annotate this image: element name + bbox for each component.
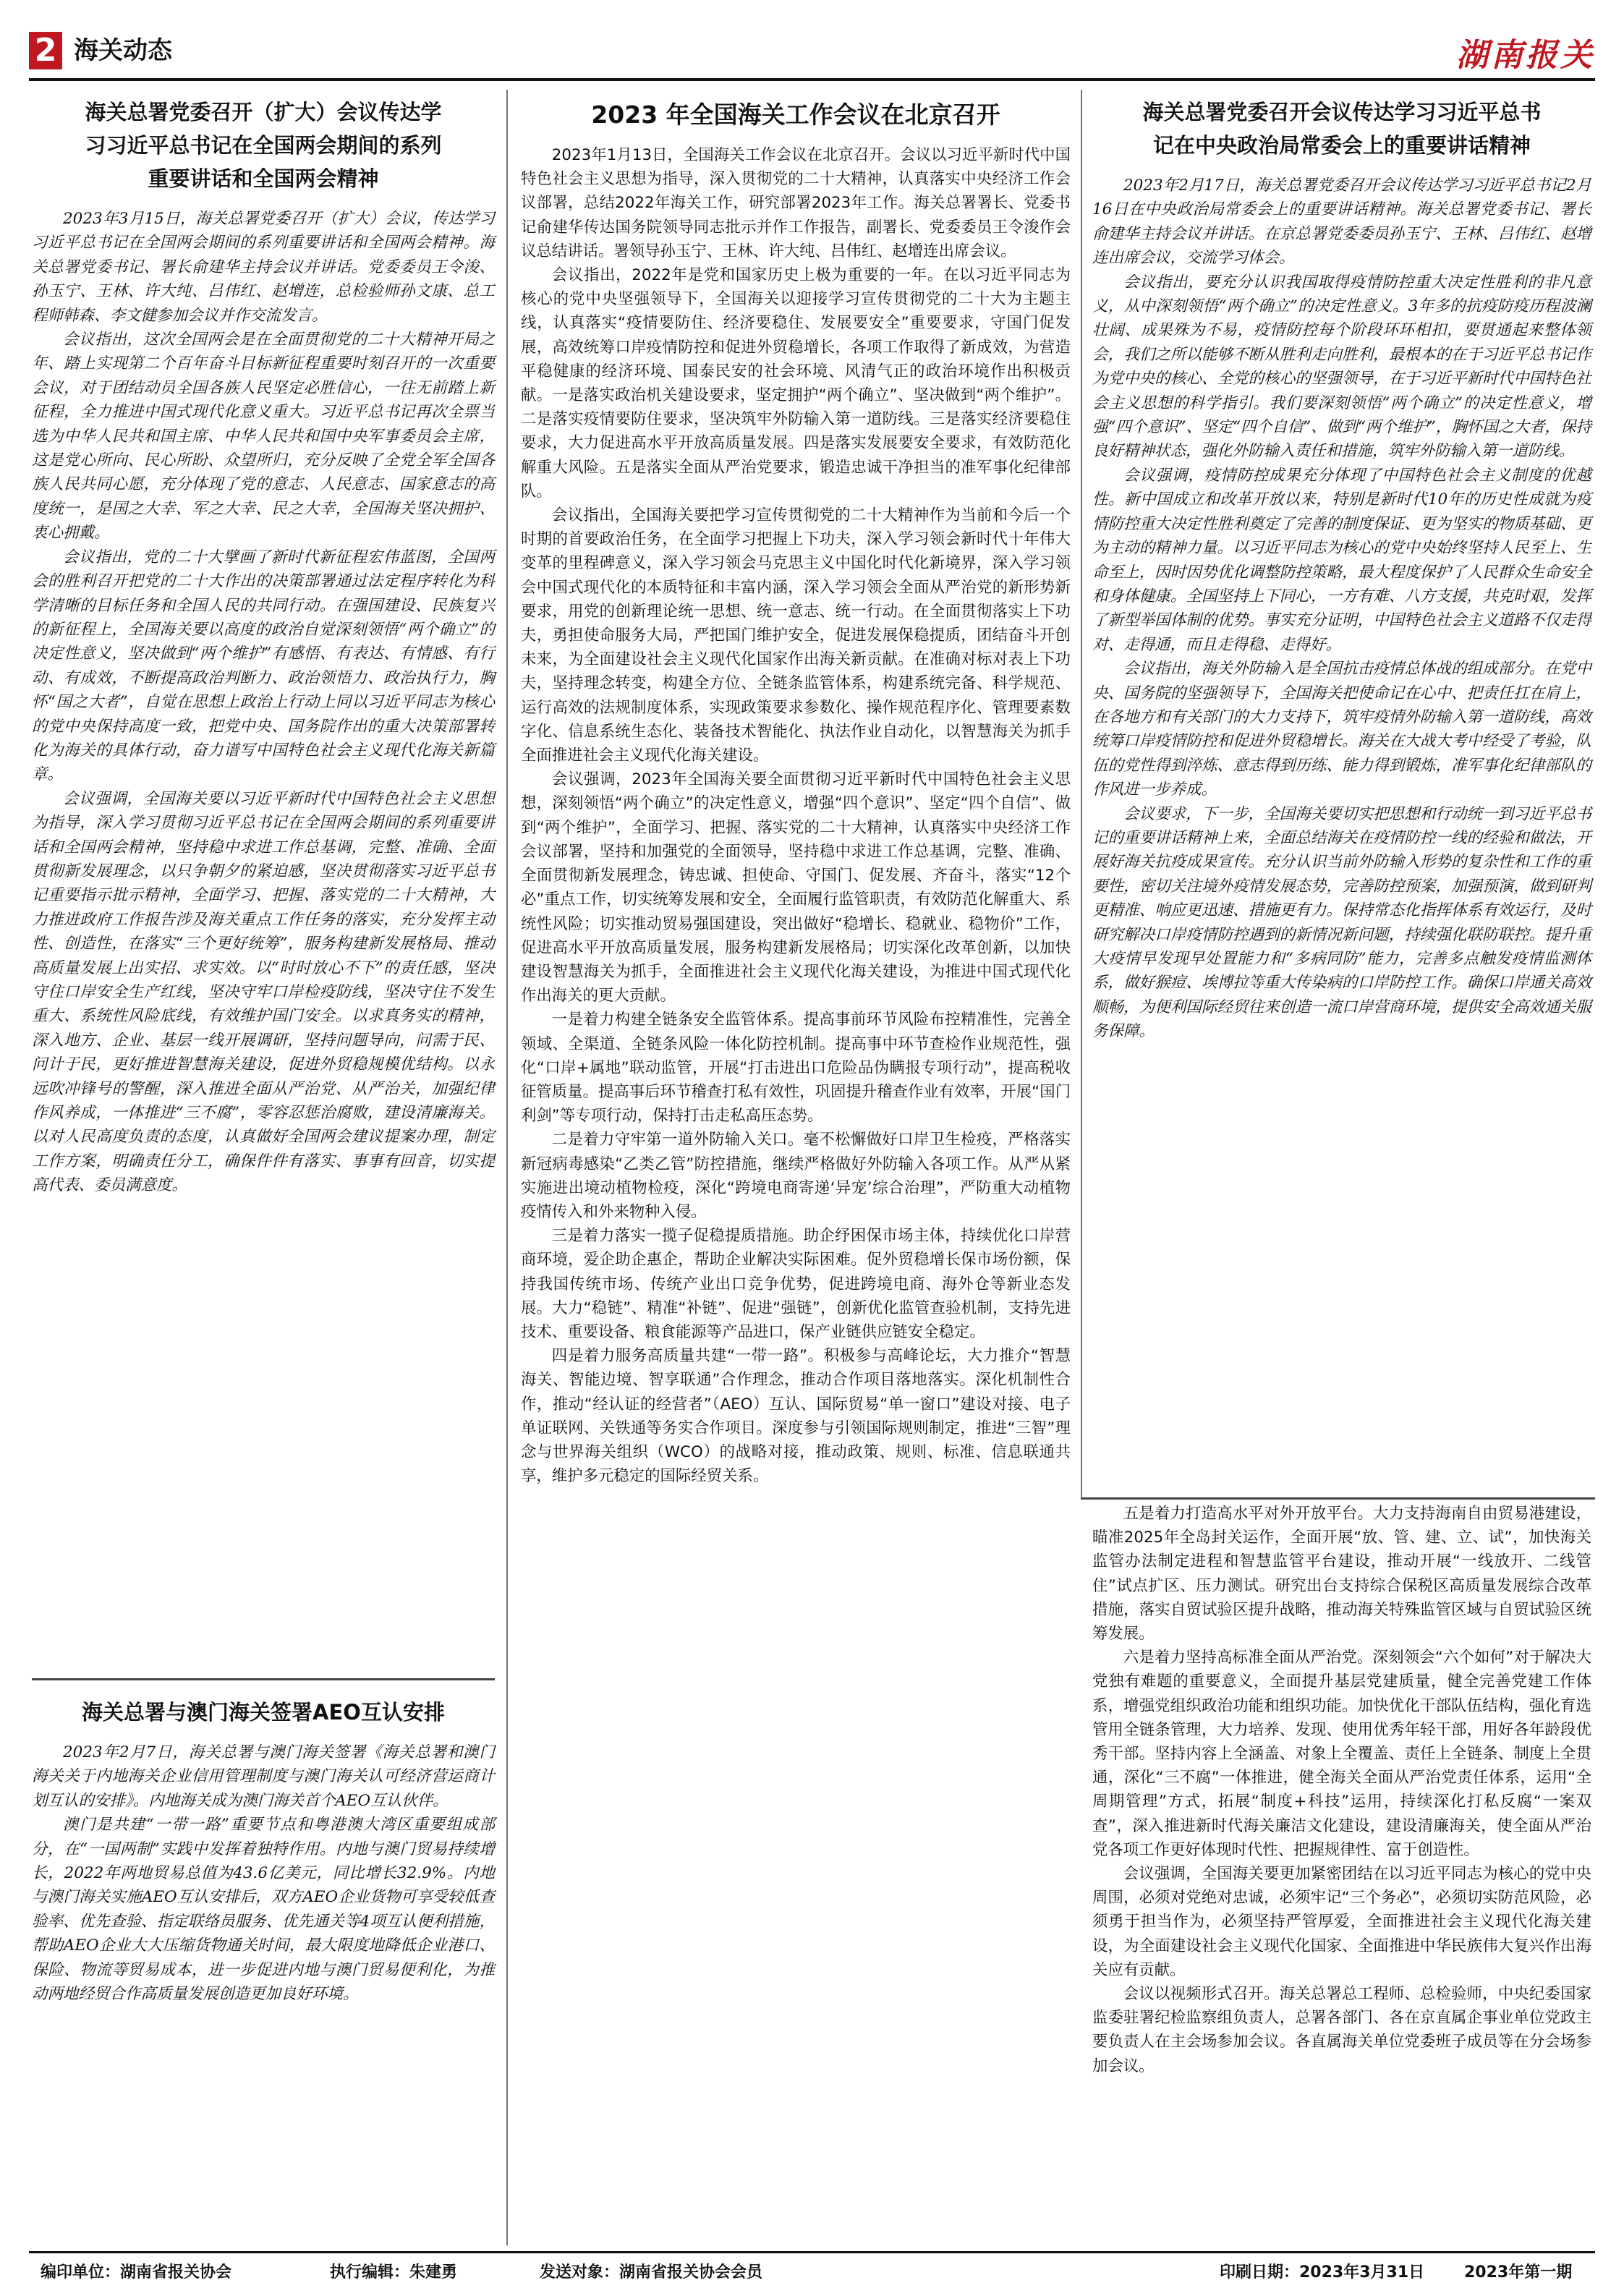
article2-body — [32, 1740, 495, 2006]
paragraph: 2023年3月15日，海关总署党委召开（扩大）会议，传达学习习近平总书记在全国两会期间的系列重要讲话和全国两会精神。海关总署党委书记、署长俞建华主持会议并讲话。党委委员王令浚、孙玉宁、王林、许大纯、吕伟红、赵增连，总检验师孙文康、总工程师韩森、李文健参加会议并作交流发言。 — [32, 210, 495, 325]
column-right — [1092, 85, 1591, 1044]
paragraph: 四是着力服务高质量共建“一带一路”。积极参与高峰论坛，大力推介“智慧海关、智能边境、智享联通”合作理念，推动合作项目落地落实。深化机制性合作，推动“经认证的经营者”（AEO）互认、国际贸易“单一窗口”建设对接、电子单证联网、关铁通等务实合作项目。深度参与引领国际规则制定，推进“三智”理念与世界海关组织（WCO）的战略对接，推动政策、规则、标准、信息联通共享，维护多元稳定的国际经贸关系。 — [521, 1347, 1071, 1486]
section-title: 海关动态 — [74, 36, 172, 65]
paragraph: 澳门是共建“一带一路”重要节点和粤港澳大湾区重要组成部分，在“一国两制”实践中发挥着独特作用。内地与澳门贸易持续增长，2022年两地贸易总值为43.6亿美元，同比增长32.9%。内地与澳门海关实施AEO互认安排后，双方AEO企业货物可享受较低查验率、优先查验、指定联络员服务、优先通关等4项互认便利措施，帮助AEO企业大大压缩货物通关时间，最大限度地降低企业港口、保险、物流等贸易成本，进一步促进内地与澳门贸易便利化，为推动两地经贸合作高质量发展创造更加良好环境。 — [32, 1816, 495, 2004]
paragraph: 2023年1月13日，全国海关工作会议在北京召开。会议以习近平新时代中国特色社会主义思想为指导，深入贯彻党的二十大精神，认真落实中央经济工作会议部署，总结2022年海关工作，研究部署2023年工作。海关总署署长、党委书记俞建华传达国务院领导同志批示并作工作报告，副署长、党委委员王令浚作会议总结讲话。署领导孙玉宁、王林、许大纯、吕伟红、赵增连出席会议。 — [521, 146, 1071, 260]
header-rule — [29, 78, 1595, 81]
column-divider — [1081, 90, 1082, 1499]
article2-block — [32, 1685, 495, 2006]
footer-issue: 2023年第一期 — [1464, 2263, 1573, 2282]
footer-distribution: 发送对象：湖南省报关协会会员 — [540, 2263, 763, 2282]
paragraph: 2023年2月17日，海关总署党委召开会议传达学习习近平总书记2月16日在中央政治局常委会上的重要讲话精神。海关总署党委书记、署长俞建华主持会议并讲话。在京总署党委委员孙玉宁、王林、吕伟红、赵增连出席会议，交流学习体会。 — [1092, 177, 1591, 268]
article-separator — [32, 1678, 495, 1680]
footer-executive-editor: 执行编辑：朱建勇 — [330, 2263, 458, 2282]
paragraph: 五是着力打造高水平对外开放平台。大力支持海南自由贸易港建设，瞄准2025年全岛封关运作，全面开展“放、管、建、立、试”，加快海关监管办法制定进程和智慧监管平台建设，推动开展“一线放开、二线管住”试点扩区、压力测试。研究出台支持综合保税区高质量发展综合改革措施，落实自贸试验区提升战略，推动海关特殊监管区域与自贸试验区统筹发展。 — [1092, 1505, 1591, 1644]
paragraph: 会议指出，海关外防输入是全国抗击疫情总体战的组成部分。在党中央、国务院的坚强领导下，全国海关把使命记在心中、把责任扛在肩上，在各地方和有关部门的大力支持下，筑牢疫情外防输入第一道防线，高效统筹口岸疫情防控和促进外贸稳增长。海关在大战大考中经受了考验，队伍的党性得到淬炼、意志得到历练、能力得到锻炼，准军事化纪律部队的作风进一步养成。 — [1092, 660, 1591, 799]
article3-continued — [1092, 1502, 1591, 2078]
article3-body — [521, 143, 1071, 1488]
paragraph: 会议要求，下一步，全国海关要切实把思想和行动统一到习近平总书记的重要讲话精神上来，全面总结海关在疫情防控一线的经验和做法，开展好海关抗疫成果宣传。充分认识当前外防输入形势的复杂性和工作的重要性，密切关注境外疫情发展态势，完善防控预案，加强预演，做到研判更精准、响应更迅速、措施更有力。保持常态化指挥体系有效运行，及时研究解决口岸疫情防控遇到的新情况新问题，持续强化联防联控。提升重大疫情早发现早处置能力和“多病同防”能力，完善多点触发疫情监测体系，做好猴痘、埃博拉等重大传染病的口岸防控工作。确保口岸通关高效顺畅，为便利国际经贸往来创造一流口岸营商环境，提供安全高效通关服务保障。 — [1092, 804, 1591, 1041]
masthead-logo: 湖南报关 — [1456, 37, 1595, 74]
paragraph: 会议指出，这次全国两会是在全面贯彻党的二十大精神开局之年、踏上实现第二个百年奋斗目标新征程重要时刻召开的一次重要会议，对于团结动员全国各族人民坚定必胜信心，一往无前踏上新征程，全力推进中国式现代化意义重大。习近平总书记再次全票当选为中华人民共和国主席、中华人民共和国中央军事委员会主席，这是党心所向、民心所盼、众望所归，充分反映了全党全军全国各族人民共同心愿，充分体现了党的意志、人民意志、国家意志的高度统一，是国之大幸、军之大幸、民之大幸，全国海关坚决拥护、衷心拥戴。 — [32, 331, 495, 543]
paragraph: 二是着力守牢第一道外防输入关口。毫不松懈做好口岸卫生检疫，严格落实新冠病毒感染“乙类乙管”防控措施，继续严格做好外防输入各项工作。从严从紧实施进出境动植物检疫，深化“跨境电商寄递‘异宠’综合治理”，严防重大动植物疫情传入和外来物种入侵。 — [521, 1131, 1071, 1221]
paragraph: 会议强调，全国海关要以习近平新时代中国特色社会主义思想为指导，深入学习贯彻习近平总书记在全国两会期间的系列重要讲话和全国两会精神，坚持稳中求进工作总基调，完整、准确、全面贯彻新发展理念，以只争朝夕的紧迫感，坚决贯彻落实习近平总书记重要指示批示精神，全面学习、把握、落实党的二十大精神，大力推进政府工作报告涉及海关重点工作任务的落实，充分发挥主动性、创造性，在落实“三个更好统筹”，服务构建新发展格局、推动高质量发展上出实招、求实效。以“时时放心不下”的责任感，坚决守住口岸安全生产红线，坚决守牢口岸检疫防线，坚决守住不发生重大、系统性风险底线，有效维护国门安全。以求真务实的精神，深入地方、企业、基层一线开展调研，坚持问题导向，问需于民、问计于民，更好推进智慧海关建设，促进外贸稳规模优结构。以永远吹冲锋号的警醒，深入推进全面从严治党、从严治关，加强纪律作风养成，一体推进“三不腐”，零容忍惩治腐败，建设清廉海关。以对人民高度负责的态度，认真做好全国两会建议提案办理，制定工作方案，明确责任分工，确保件件有落实、事事有回音，切实提高代表、委员满意度。 — [32, 789, 495, 1195]
paragraph: 会议强调，疫情防控成果充分体现了中国特色社会主义制度的优越性。新中国成立和改革开放以来，特别是新时代10年的历史性成就为疫情防控重大决定性胜利奠定了完善的制度保证、更为坚实的物质基础、更为主动的精神力量。以习近平同志为核心的党中央始终坚持人民至上、生命至上，因时因势优化调整防控策略，最大程度保护了人民群众生命安全和身体健康。全国坚持上下同心，一方有难、八方支援，共克时艰，发挥了新型举国体制的优势。事实充分证明，中国特色社会主义道路不仅走得对、走得通，而且走得稳、走得好。 — [1092, 466, 1591, 654]
column-left — [32, 85, 495, 1198]
column-middle — [521, 85, 1071, 1488]
paragraph: 会议以视频形式召开。海关总署总工程师、总检验师，中央纪委国家监委驻署纪检监察组负责人，总署各部门、各在京直属企事业单位党政主要负责人在主会场参加会议。各直属海关单位党委班子成员等在分会场参加会议。 — [1092, 1985, 1591, 2075]
paragraph: 2023年2月7日，海关总署与澳门海关签署《海关总署和澳门海关关于内地海关企业信用管理制度与澳门海关认可经济营运商计划互认的安排》。内地海关成为澳门海关首个AEO互认伙伴。 — [32, 1743, 495, 1810]
footer-editor-unit: 编印单位：湖南省报关协会 — [41, 2263, 232, 2282]
page-header — [29, 29, 1595, 72]
page-number: 2 — [29, 32, 62, 69]
paragraph: 会议指出，2022年是党和国家历史上极为重要的一年。在以习近平同志为核心的党中央坚强领导下，全国海关以迎接学习宣传贯彻党的二十大为主题主线，认真落实“疫情要防住、经济要稳住、发展要安全”重要要求，守国门促发展，高效统筹口岸疫情防控和促进外贸稳增长，各项工作取得了新成效，为营造平稳健康的经济环境、国泰民安的社会环境、风清气正的政治环境作出积极贡献。一是落实政治机关建设要求，坚定拥护“两个确立”、坚决做到“两个维护”。二是落实疫情要防住要求，坚决筑牢外防输入第一道防线。三是落实经济要稳住要求，大力促进高水平开放高质量发展。四是落实发展要安全要求，有效防范化解重大风险。五是落实全面从严治党要求，锻造忠诚干净担当的准军事化纪律部队。 — [521, 266, 1071, 501]
article3-title: 2023 年全国海关工作会议在北京召开 — [591, 101, 1000, 129]
article1-body — [32, 207, 495, 1198]
paragraph: 六是着力坚持高标准全面从严治党。深刻领会“六个如何”对于解决大党独有难题的重要意义，全面提升基层党建质量，健全完善党建工作体系，增强党组织政治功能和组织功能。加快优化干部队伍结构，强化育选管用全链条管理，大力培养、发现、使用优秀年轻干部，用好各年龄段优秀干部。坚持内容上全涵盖、对象上全覆盖、责任上全链条、制度上全贯通，深化“三不腐”一体推进，健全海关全面从严治党责任体系，运用“全周期管理”方式，拓展“制度+科技”运用，持续深化打私反腐“一案双查”，深入推进新时代海关廉洁文化建设，建设清廉海关，使全面从严治党各项工作更好体现时代性、把握规律性、富于创造性。 — [1092, 1649, 1591, 1859]
paragraph: 会议指出，全国海关要把学习宣传贯彻党的二十大精神作为当前和今后一个时期的首要政治任务，在全面学习把握上下功夫，深入学习领会新时代十年伟大变革的里程碑意义，深入学习领会马克思主义中国化时代化新境界，深入学习领会中国式现代化的本质特征和丰富内涵，深入学习领会全面从严治党的新形势新要求，用党的创新理论统一思想、统一意志、统一行动。在全面贯彻落实上下功夫，勇担使命服务大局，严把国门维护安全，促进发展保稳提质，团结奋斗开创未来，为全面建设社会主义现代化国家作出海关新贡献。在准确对标对表上下功夫，坚持理念转变，构建全方位、全链条监管体系，构建系统完备、科学规范、运行高效的法规制度体系，实现政策要求参数化、操作规范程序化、管理要素数字化、信息系统生态化、装备技术智能化、执法作业自动化，以智慧海关为抓手全面推进社会主义现代化海关建设。 — [521, 506, 1071, 765]
paragraph: 三是着力落实一揽子促稳提质措施。助企纾困保市场主体，持续优化口岸营商环境，爱企助企惠企，帮助企业解决实际困难。促外贸稳增长保市场份额，保持我国传统市场、传统产业出口竞争优势，促进跨境电商、海外仓等新业态发展。大力“稳链”、精准“补链”、促进“强链”，创新优化监管查验机制，支持先进技术、重要设备、粮食能源等产品进口，保产业链供应链安全稳定。 — [521, 1227, 1071, 1341]
article4-title: 海关总署党委召开会议传达学习习近平总书 记在中央政治局常委会上的重要讲话精神 — [1142, 100, 1542, 158]
article-separator — [1081, 1497, 1595, 1500]
footer-rule — [29, 2251, 1595, 2253]
paragraph: 会议指出，要充分认识我国取得疫情防控重大决定性胜利的非凡意义，从中深刻领悟“两个确立”的决定性意义。3年多的抗疫防疫历程波澜壮阔、成果殊为不易，疫情防控每个阶段环环相扣，要贯通起来整体领会，我们之所以能够不断从胜利走向胜利，最根本的在于习近平总书记作为党中央的核心、全党的核心的坚强领导，在于习近平新时代中国特色社会主义思想的科学指引。我们要深刻领悟“两个确立”的决定性意义，增强“四个意识”、坚定“四个自信”、做到“两个维护”，胸怀国之大者，保持良好精神状态，强化外防输入责任和措施，筑牢外防输入第一道防线。 — [1092, 273, 1591, 461]
paragraph: 会议强调，全国海关要更加紧密团结在以习近平同志为核心的党中央周围，必须对党绝对忠诚，必须牢记“三个务必”，必须切实防范风险，必须勇于担当作为，必须坚持严管厚爱，全面推进社会主义现代化海关建设，为全面建设社会主义现代化国家、全面推进中华民族伟大复兴作出海关应有贡献。 — [1092, 1865, 1591, 1979]
page-footer — [41, 2260, 1596, 2289]
paragraph: 会议强调，2023年全国海关要全面贯彻习近平新时代中国特色社会主义思想，深刻领悟“两个确立”的决定性意义，增强“四个意识”、坚定“四个自信”、做到“两个维护”，全面学习、把握、落实党的二十大精神，认真落实中央经济工作会议部署，坚持和加强党的全面领导，坚持稳中求进工作总基调，完整、准确、全面贯彻新发展理念，铸忠诚、担使命、守国门、促发展、齐奋斗，落实“12个必”重点工作，切实统筹发展和安全，全面履行监管职责，有效防范化解重大、系统性风险；切实推动贸易强国建设，突出做好“稳增长、稳就业、稳物价”工作，促进高水平开放高质量发展，服务构建新发展格局；切实深化改革创新，以加快建设智慧海关为抓手，全面推进社会主义现代化海关建设，为推进中国式现代化作出海关的更大贡献。 — [521, 770, 1071, 1005]
paragraph: 一是着力构建全链条安全监管体系。提高事前环节风险布控精准性，完善全领域、全渠道、全链条风险一体化防控机制。提高事中环节查检作业规范性，强化“口岸+属地”联动监管，开展“打击进出口危险品伪瞒报专项行动”，提高税收征管质量。提高事后环节稽查打私有效性，巩固提升稽查作业有效率，开展“国门利剑”等专项行动，保持打击走私高压态势。 — [521, 1011, 1071, 1126]
article4-body — [1092, 174, 1591, 1044]
article1-title: 海关总署党委召开（扩大）会议传达学 习习近平总书记在全国两会期间的系列 重要讲话和全国两会精神 — [85, 100, 442, 191]
column-divider — [506, 90, 508, 2245]
article2-title: 海关总署与澳门海关签署AEO互认安排 — [82, 1700, 445, 1725]
footer-print-date: 印刷日期：2023年3月31日 — [1220, 2263, 1425, 2282]
paragraph: 会议指出，党的二十大擘画了新时代新征程宏伟蓝图，全国两会的胜利召开把党的二十大作出的决策部署通过法定程序转化为科学清晰的目标任务和全国人民的共同行动。在强国建设、民族复兴的新征程上，全国海关要以高度的政治自觉深刻领悟“两个确立”的决定性意义，坚决做到“两个维护”有感悟、有表达、有情感、有行动、有成效，不断提高政治判断力、政治领悟力、政治执行力，胸怀“国之大者”，自觉在思想上政治上行动上同以习近平同志为核心的党中央保持高度一致，把党中央、国务院作出的重大决策部署转化为海关的具体行动，奋力谱写中国特色社会主义现代化海关新篇章。 — [32, 548, 495, 784]
